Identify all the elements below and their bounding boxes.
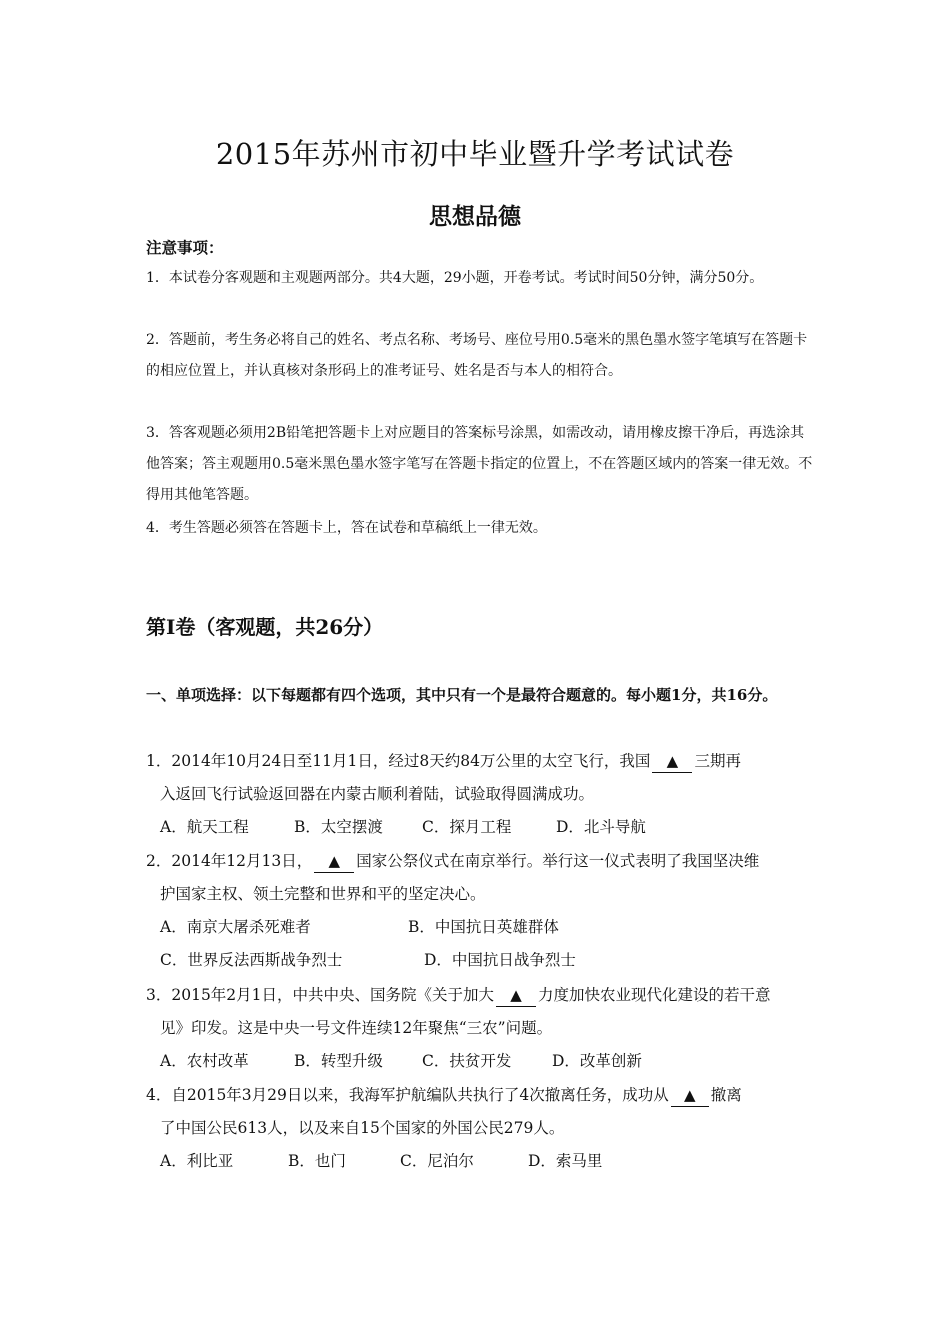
option-d: D．索马里 <box>528 1152 603 1170</box>
question-2-options-row-1 <box>160 911 559 944</box>
question-1-options <box>160 811 646 844</box>
question-3-options <box>160 1045 642 1078</box>
question-2-text-after: 国家公祭仪式在南京举行。举行这一仪式表明了我国坚决维 <box>356 852 760 870</box>
question-3-text-before: 3．2015年2月1日，中共中央、国务院《关于加大 <box>146 986 495 1004</box>
question-3 <box>146 979 810 1045</box>
option-c: C．世界反法西斯战争烈士 <box>160 951 343 969</box>
part-one-heading: 一、单项选择：以下每题都有四个选项，其中只有一个是最符合题意的。每小题1分，共16分。 <box>146 686 778 704</box>
subject-title: 思想品德 <box>429 203 521 230</box>
notice-item-2: 2．答题前，考生务必将自己的姓名、考点名称、考场号、座位号用0.5毫米的黑色墨水签字笔填写在答题卡的相应位置上，并认真核对条形码上的准考证号、姓名是否与本人的相符合。 <box>146 332 808 379</box>
answer-blank: ▲ <box>314 850 354 873</box>
answer-blank: ▲ <box>671 1084 709 1107</box>
option-d: D．中国抗日战争烈士 <box>424 951 576 969</box>
option-a: A．南京大屠杀死难者 <box>160 918 311 936</box>
option-a: A．农村改革 <box>160 1052 249 1070</box>
notice-heading: 注意事项： <box>146 238 224 257</box>
exam-title: 2015年苏州市初中毕业暨升学考试试卷 <box>215 137 735 171</box>
question-4 <box>146 1079 810 1145</box>
option-b: B．转型升级 <box>294 1052 383 1070</box>
question-2-text-before: 2．2014年12月13日， <box>146 852 313 870</box>
option-b: B．中国抗日英雄群体 <box>408 918 559 936</box>
notice-item-3: 3．答客观题必须用2B铅笔把答题卡上对应题目的答案标号涂黑，如需改动，请用橡皮擦干净后，再选涂其他答案；答主观题用0.5毫米黑色墨水签字笔写在答题卡指定的位置上，不在答题区域内的答案一律无效。不得用其他笔答题。 <box>146 425 813 503</box>
question-1-text-before: 1．2014年10月24日至11月1日，经过8天约84万公里的太空飞行，我国 <box>146 752 651 770</box>
notice-item-4: 4．考生答题必须答在答题卡上，答在试卷和草稿纸上一律无效。 <box>146 520 547 536</box>
answer-blank: ▲ <box>652 750 692 773</box>
question-4-text-after: 撤离 <box>710 1086 742 1104</box>
question-1-text-cont: 入返回飞行试验返回器在内蒙古顺利着陆，试验取得圆满成功。 <box>160 785 595 803</box>
question-4-options <box>160 1145 602 1178</box>
notice-item-1: 1．本试卷分客观题和主观题两部分。共4大题，29小题，开卷考试。考试时间50分钟，满分50分。 <box>146 270 764 286</box>
option-a: A．航天工程 <box>160 818 249 836</box>
option-b: B．太空摆渡 <box>294 818 383 836</box>
option-c: C．探月工程 <box>422 818 512 836</box>
question-4-text-before: 4．自2015年3月29日以来，我海军护航编队共执行了4次撤离任务，成功从 <box>146 1086 669 1104</box>
option-c: C．扶贫开发 <box>422 1052 512 1070</box>
question-1-text-after: 三期再 <box>694 752 741 770</box>
question-2 <box>146 845 810 911</box>
question-3-text-after: 力度加快农业现代化建设的若干意 <box>538 986 771 1004</box>
option-b: B．也门 <box>288 1152 346 1170</box>
question-4-text-cont: 了中国公民613人，以及来自15个国家的外国公民279人。 <box>160 1119 565 1137</box>
section-heading: 第Ⅰ卷（客观题，共26分） <box>146 615 384 639</box>
question-3-text-cont: 见》印发。这是中央一号文件连续12年聚焦“三农”问题。 <box>160 1019 553 1037</box>
question-1 <box>146 745 810 811</box>
question-2-text-cont: 护国家主权、领土完整和世界和平的坚定决心。 <box>160 885 486 903</box>
option-a: A．利比亚 <box>160 1152 234 1170</box>
option-c: C．尼泊尔 <box>400 1152 474 1170</box>
option-d: D．北斗导航 <box>556 818 646 836</box>
option-d: D．改革创新 <box>552 1052 642 1070</box>
question-2-options-row-2 <box>160 944 576 977</box>
answer-blank: ▲ <box>496 984 536 1007</box>
